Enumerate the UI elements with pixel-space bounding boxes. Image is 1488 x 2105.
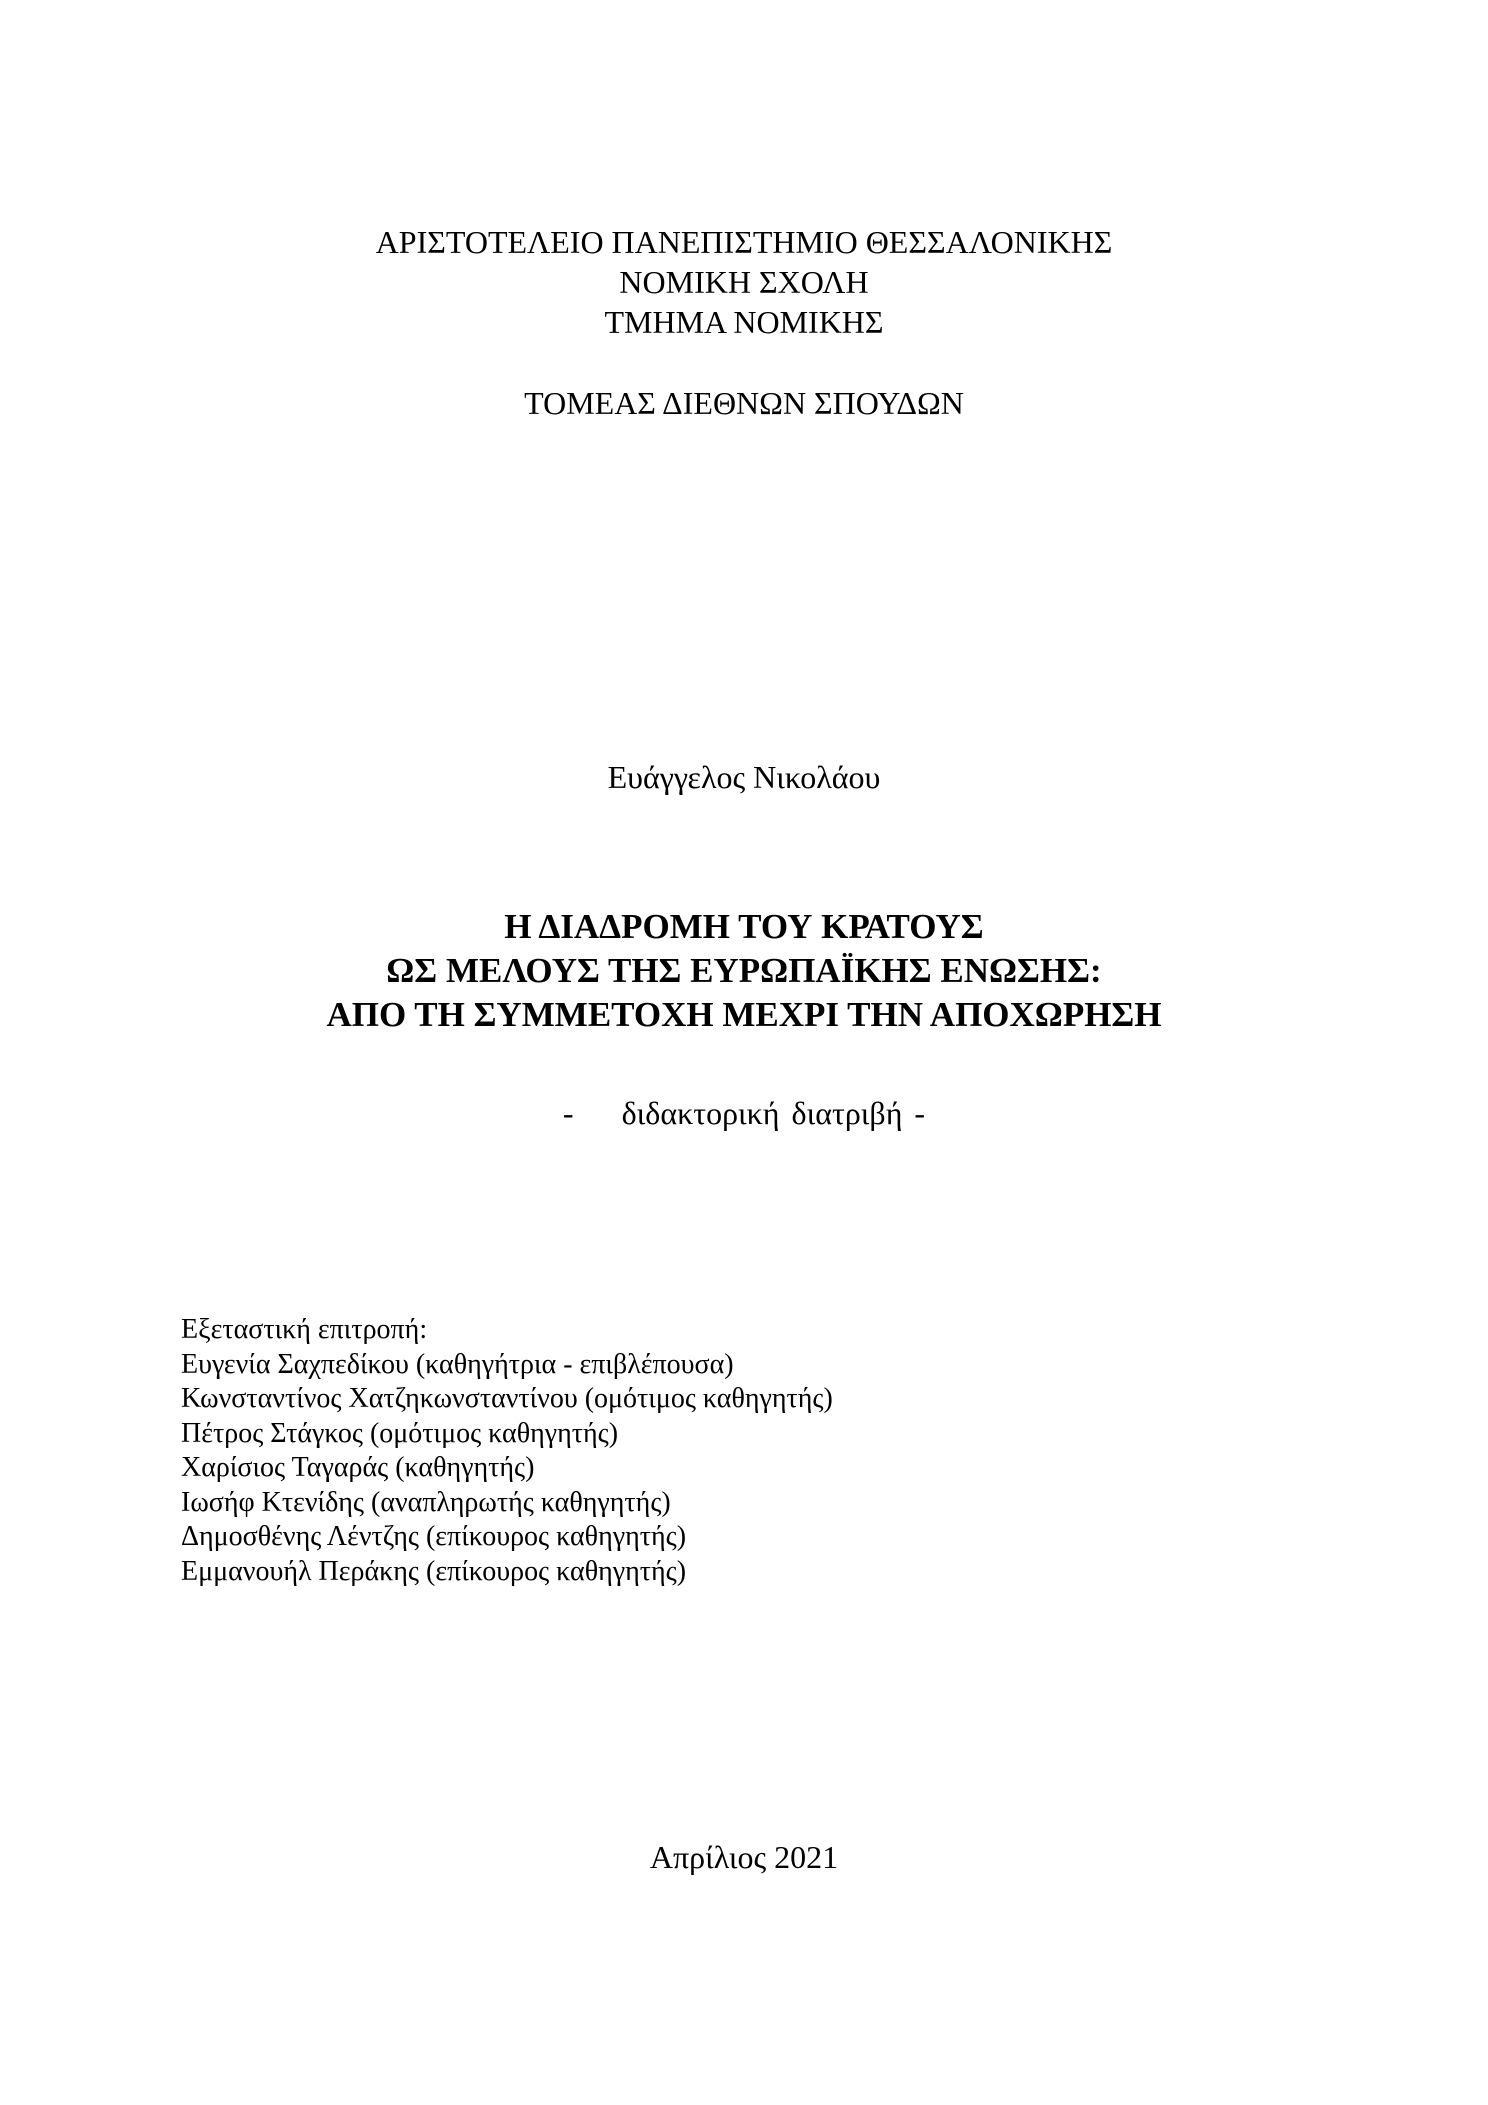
sector-name: ΤΟΜΕΑΣ ΔΙΕΘΝΩΝ ΣΠΟΥΔΩΝ [524,385,964,421]
publication-date: Απρίλιος 2021 [649,1839,839,1875]
committee-member: Χαρίσιος Ταγαράς (καθηγητής) [181,1452,535,1483]
thesis-type: - διδακτορική διατριβή - [562,1095,926,1131]
title-line-3: ΑΠΟ ΤΗ ΣΥΜΜΕΤΟΧΗ ΜΕΧΡΙ ΤΗΝ ΑΠΟΧΩΡΗΣΗ [326,995,1162,1034]
committee-member: Δημοσθένης Λέντζης (επίκουρος καθηγητής) [181,1521,687,1552]
author-name: Ευάγγελος Νικολάου [607,759,881,795]
sector-block [0,383,1488,423]
thesis-title [0,905,1488,1037]
school-name: ΝΟΜΙΚΗ ΣΧΟΛΗ [619,264,869,300]
author-block [0,757,1488,797]
committee-member: Εμμανουήλ Περάκης (επίκουρος καθηγητής) [181,1555,687,1587]
subtitle-block [0,1093,1488,1133]
committee-member: Ιωσήφ Κτενίδης (αναπληρωτής καθηγητής) [181,1486,671,1518]
department-name: ΤΜΗΜΑ ΝΟΜΙΚΗΣ [604,304,884,340]
title-line-2: ΩΣ ΜΕΛΟΥΣ ΤΗΣ ΕΥΡΩΠΑΪΚΗΣ ΕΝΩΣΗΣ: [386,951,1102,990]
committee-member: Κωνσταντίνος Χατζηκωνσταντίνου (ομότιμος καθηγητής) [181,1383,833,1414]
committee-member: Πέτρος Στάγκος (ομότιμος καθηγητής) [181,1417,619,1449]
title-line-1: Η ΔΙΑΔΡΟΜΗ ΤΟΥ ΚΡΑΤΟΥΣ [504,907,984,946]
university-name: ΑΡΙΣΤΟΤΕΛΕΙΟ ΠΑΝΕΠΙΣΤΗΜΙΟ ΘΕΣΣΑΛΟΝΙΚΗΣ [375,224,1113,260]
institution-header [0,222,1488,342]
committee-member: Ευγενία Σαχπεδίκου (καθηγήτρια - επιβλέπουσα) [181,1348,734,1380]
committee-heading: Εξεταστική επιτροπή: [181,1314,428,1345]
examination-committee [181,1313,833,1589]
date-block [0,1837,1488,1877]
